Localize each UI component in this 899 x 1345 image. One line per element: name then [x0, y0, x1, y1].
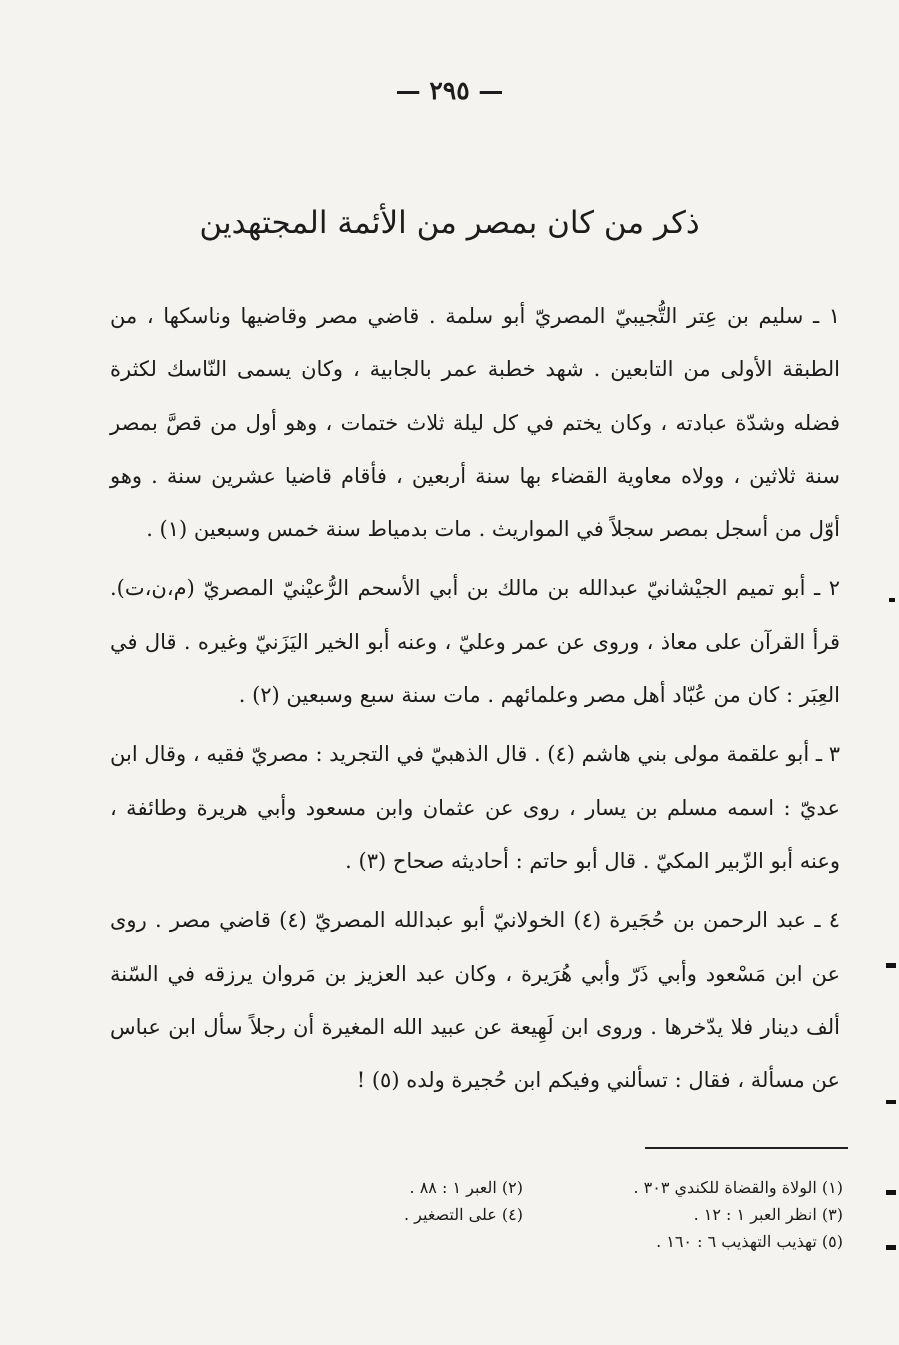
paragraph-entry-2: ٢ ـ أبو تميم الجيْشانيّ عبدالله بن مالك بن أبي الأسحم الرُّعيْنيّ المصريّ (م،ن،ت). قرأ القرآن على معاذ ، وروى عن عمر وعليّ ، وعنه أبو الخير اليَزَنيّ وغيره . قال في العِبَر : كان من عُبّاد أهل مصر وعلمائهم . مات سنة سبع وسبعين (٢) . — [110, 576, 840, 708]
body-text — [110, 290, 840, 1113]
footnote-4: (٤) على التصغير . — [403, 1205, 523, 1224]
scan-mark — [889, 598, 895, 602]
footnote-5: (٥) تهذيب التهذيب ٦ : ١٦٠ . — [656, 1232, 843, 1251]
footnotes — [265, 1174, 843, 1255]
section-heading: ذكر من كان بمصر من الأئمة المجتهدين — [199, 205, 700, 241]
footnote-2: (٢) العبر ١ : ٨٨ . — [409, 1178, 523, 1197]
footnote-divider — [645, 1147, 848, 1149]
paragraph-entry-3: ٣ ـ أبو علقمة مولى بني هاشم (٤) . قال الذهبيّ في التجريد : مصريّ فقيه ، وقال ابن عديّ : اسمه مسلم بن يسار ، روى عن عثمان وابن مسعود وأبي هريرة وطائفة ، وعنه أبو الزّبير المكيّ . قال أبو حاتم : أحاديثه صحاح (٣) . — [110, 742, 840, 873]
footnote-row — [265, 1174, 843, 1201]
scan-mark — [886, 1100, 896, 1104]
footnote-1: (١) الولاة والقضاة للكندي ٣٠٣ . — [633, 1178, 843, 1197]
paragraph-entry-1: ١ ـ سليم بن عِتر التُّجيبيّ المصريّ أبو سلمة . قاضي مصر وقاضيها وناسكها ، من الطبقة الأولى من التابعين . شهد خطبة عمر بالجابية ، وكان يسمى النّاسك لكثرة فضله وشدّة عبادته ، وكان يختم في كل ليلة ثلاث ختمات ، وهو أول من قصَّ بمصر سنة ثلاثين ، وولاه معاوية القضاء بها سنة أربعين ، فأقام قاضيا عشرين سنة . وهو أوّل من أسجل بمصر سجلاً في المواريث . مات بدمياط سنة خمس وسبعين (١) . — [110, 304, 840, 542]
paragraph-entry-4: ٤ ـ عبد الرحمن بن حُجَيرة (٤) الخولانيّ أبو عبدالله المصريّ (٤) قاضي مصر . روى عن ابن مَسْعود وأبي ذَرّ وأبي هُرَيرة ، وكان عبد العزيز بن مَروان يرزقه في السّنة ألف دينار فلا يدّخرها . وروى ابن لَهِيعة عن عبيد الله المغيرة أن رجلاً سأل ابن عباس عن مسألة ، فقال : تسألني وفيكم ابن حُجيرة ولده (٥) ! — [110, 908, 840, 1093]
page-number: — ٢٩٥ — — [395, 76, 504, 105]
scan-mark — [886, 963, 896, 968]
footnote-row — [265, 1201, 843, 1228]
footnote-empty — [265, 1228, 523, 1255]
footnote-row — [265, 1228, 843, 1255]
scan-mark — [886, 1190, 896, 1195]
scan-mark — [886, 1245, 896, 1250]
footnote-3: (٣) انظر العبر ١ : ١٢ . — [693, 1205, 843, 1224]
